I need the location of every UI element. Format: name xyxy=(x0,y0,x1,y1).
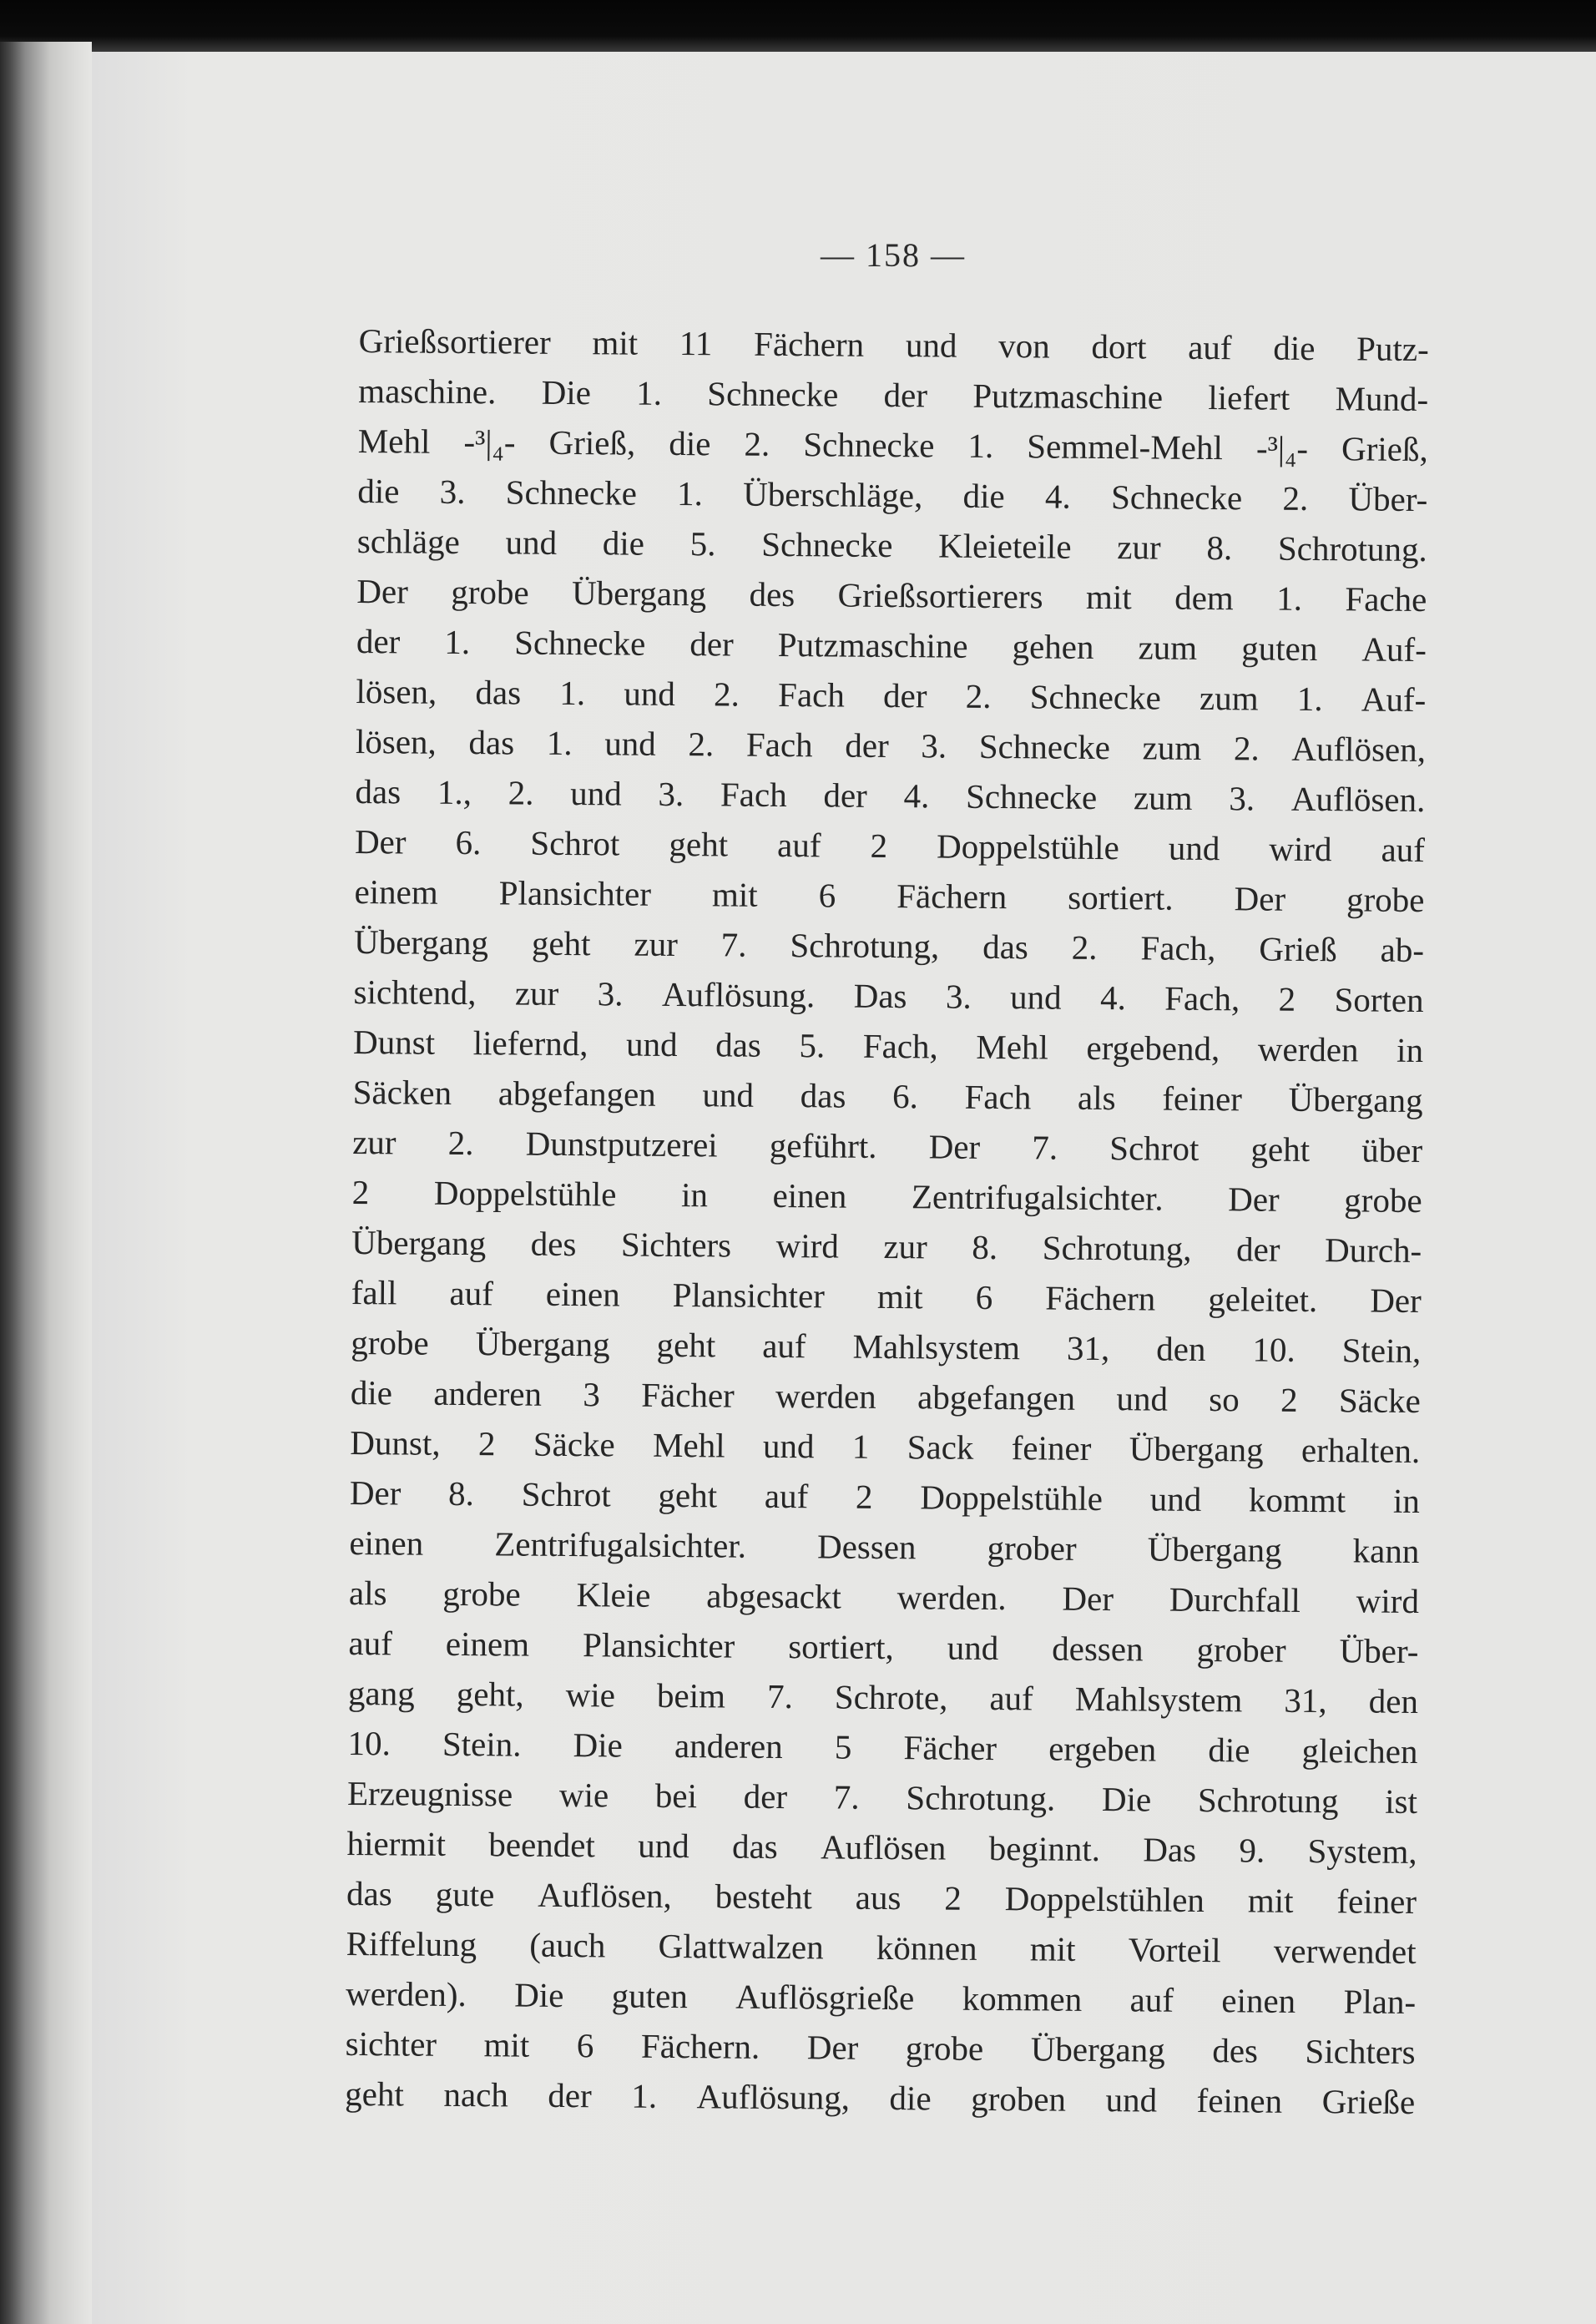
text-line: Dunst, 2 Säcke Mehl und 1 Sack feiner Übergang erhalten. xyxy=(350,1422,1421,1471)
page-number: — 158 — xyxy=(821,236,966,274)
text-line: einen Zentrifugalsichter. Dessen grober Übergang kann xyxy=(349,1523,1420,1571)
scan-top-border xyxy=(0,0,1596,52)
text-line: sichter mit 6 Fächern. Der grobe Übergang des Sichters xyxy=(345,2023,1416,2072)
text-line: der 1. Schnecke der Putzmaschine gehen zum guten Auf- xyxy=(356,621,1427,669)
text-line: zur 2. Dunstputzerei geführt. Der 7. Schrot geht über xyxy=(352,1122,1423,1170)
book-spine-edge xyxy=(0,42,92,2324)
text-line: geht nach der 1. Auflösung, die groben und feinen Grieße xyxy=(345,2074,1416,2122)
text-line: hiermit beendet und das Auflösen beginnt. Das 9. System, xyxy=(346,1823,1417,1872)
text-line: lösen, das 1. und 2. Fach der 3. Schnecke zum 2. Auflösen, xyxy=(355,721,1427,770)
text-line: maschine. Die 1. Schnecke der Putzmaschine liefert Mund- xyxy=(358,371,1429,419)
text-line: die anderen 3 Fächer werden abgefangen und so 2 Säcke xyxy=(350,1372,1422,1421)
text-line: als grobe Kleie abgesackt werden. Der Durchfall wird xyxy=(348,1573,1420,1621)
text-line: Mehl -³|₄- Grieß, die 2. Schnecke 1. Semmel-Mehl -³|₄- Grieß, xyxy=(357,421,1428,469)
text-line: grobe Übergang geht auf Mahlsystem 31, den 10. Stein, xyxy=(351,1322,1422,1371)
text-line: Übergang des Sichters wird zur 8. Schrotung, der Durch- xyxy=(351,1222,1422,1271)
text-line: das 1., 2. und 3. Fach der 4. Schnecke zum 3. Auflösen. xyxy=(355,771,1426,820)
text-line: Säcken abgefangen und das 6. Fach als feiner Übergang xyxy=(352,1072,1423,1120)
body-text xyxy=(345,316,1429,2127)
text-line: auf einem Plansichter sortiert, und dessen grober Über- xyxy=(348,1623,1419,1671)
text-line: gang geht, wie beim 7. Schrote, auf Mahlsystem 31, den xyxy=(347,1673,1419,1721)
text-line: Dunst liefernd, und das 5. Fach, Mehl ergebend, werden in xyxy=(352,1022,1424,1070)
text-line: lösen, das 1. und 2. Fach der 2. Schnecke zum 1. Auf- xyxy=(356,671,1427,720)
text-line: Der 8. Schrot geht auf 2 Doppelstühle und kommt in xyxy=(349,1473,1421,1521)
text-line: 10. Stein. Die anderen 5 Fächer ergeben die gleichen xyxy=(347,1723,1418,1771)
text-line: Übergang geht zur 7. Schrotung, das 2. Fach, Grieß ab- xyxy=(353,922,1425,970)
text-line: Der grobe Übergang des Grießsortierers mit dem 1. Fache xyxy=(356,571,1427,619)
text-line: einem Plansichter mit 6 Fächern sortiert. Der grobe xyxy=(354,872,1425,920)
text-line: fall auf einen Plansichter mit 6 Fächern geleitet. Der xyxy=(351,1272,1422,1321)
text-line: schläge und die 5. Schnecke Kleieteile zur 8. Schrotung. xyxy=(356,521,1427,569)
text-line: 2 Doppelstühle in einen Zentrifugalsichter. Der grobe xyxy=(351,1172,1422,1220)
text-line: Erzeugnisse wie bei der 7. Schrotung. Die Schrotung ist xyxy=(346,1773,1418,1821)
text-line: sichtend, zur 3. Auflösung. Das 3. und 4. Fach, 2 Sorten xyxy=(353,972,1424,1020)
text-line: werden). Die guten Auflösgrieße kommen auf einen Plan- xyxy=(346,1973,1417,2022)
text-line: das gute Auflösen, besteht aus 2 Doppelstühlen mit feiner xyxy=(346,1873,1417,1922)
text-line: Grießsortierer mit 11 Fächern und von dort auf die Putz- xyxy=(358,321,1429,369)
text-line: die 3. Schnecke 1. Überschläge, die 4. Schnecke 2. Über- xyxy=(357,471,1428,519)
text-line: Riffelung (auch Glattwalzen können mit Vorteil verwendet xyxy=(346,1923,1417,1972)
text-line: Der 6. Schrot geht auf 2 Doppelstühle und wird auf xyxy=(354,821,1426,870)
